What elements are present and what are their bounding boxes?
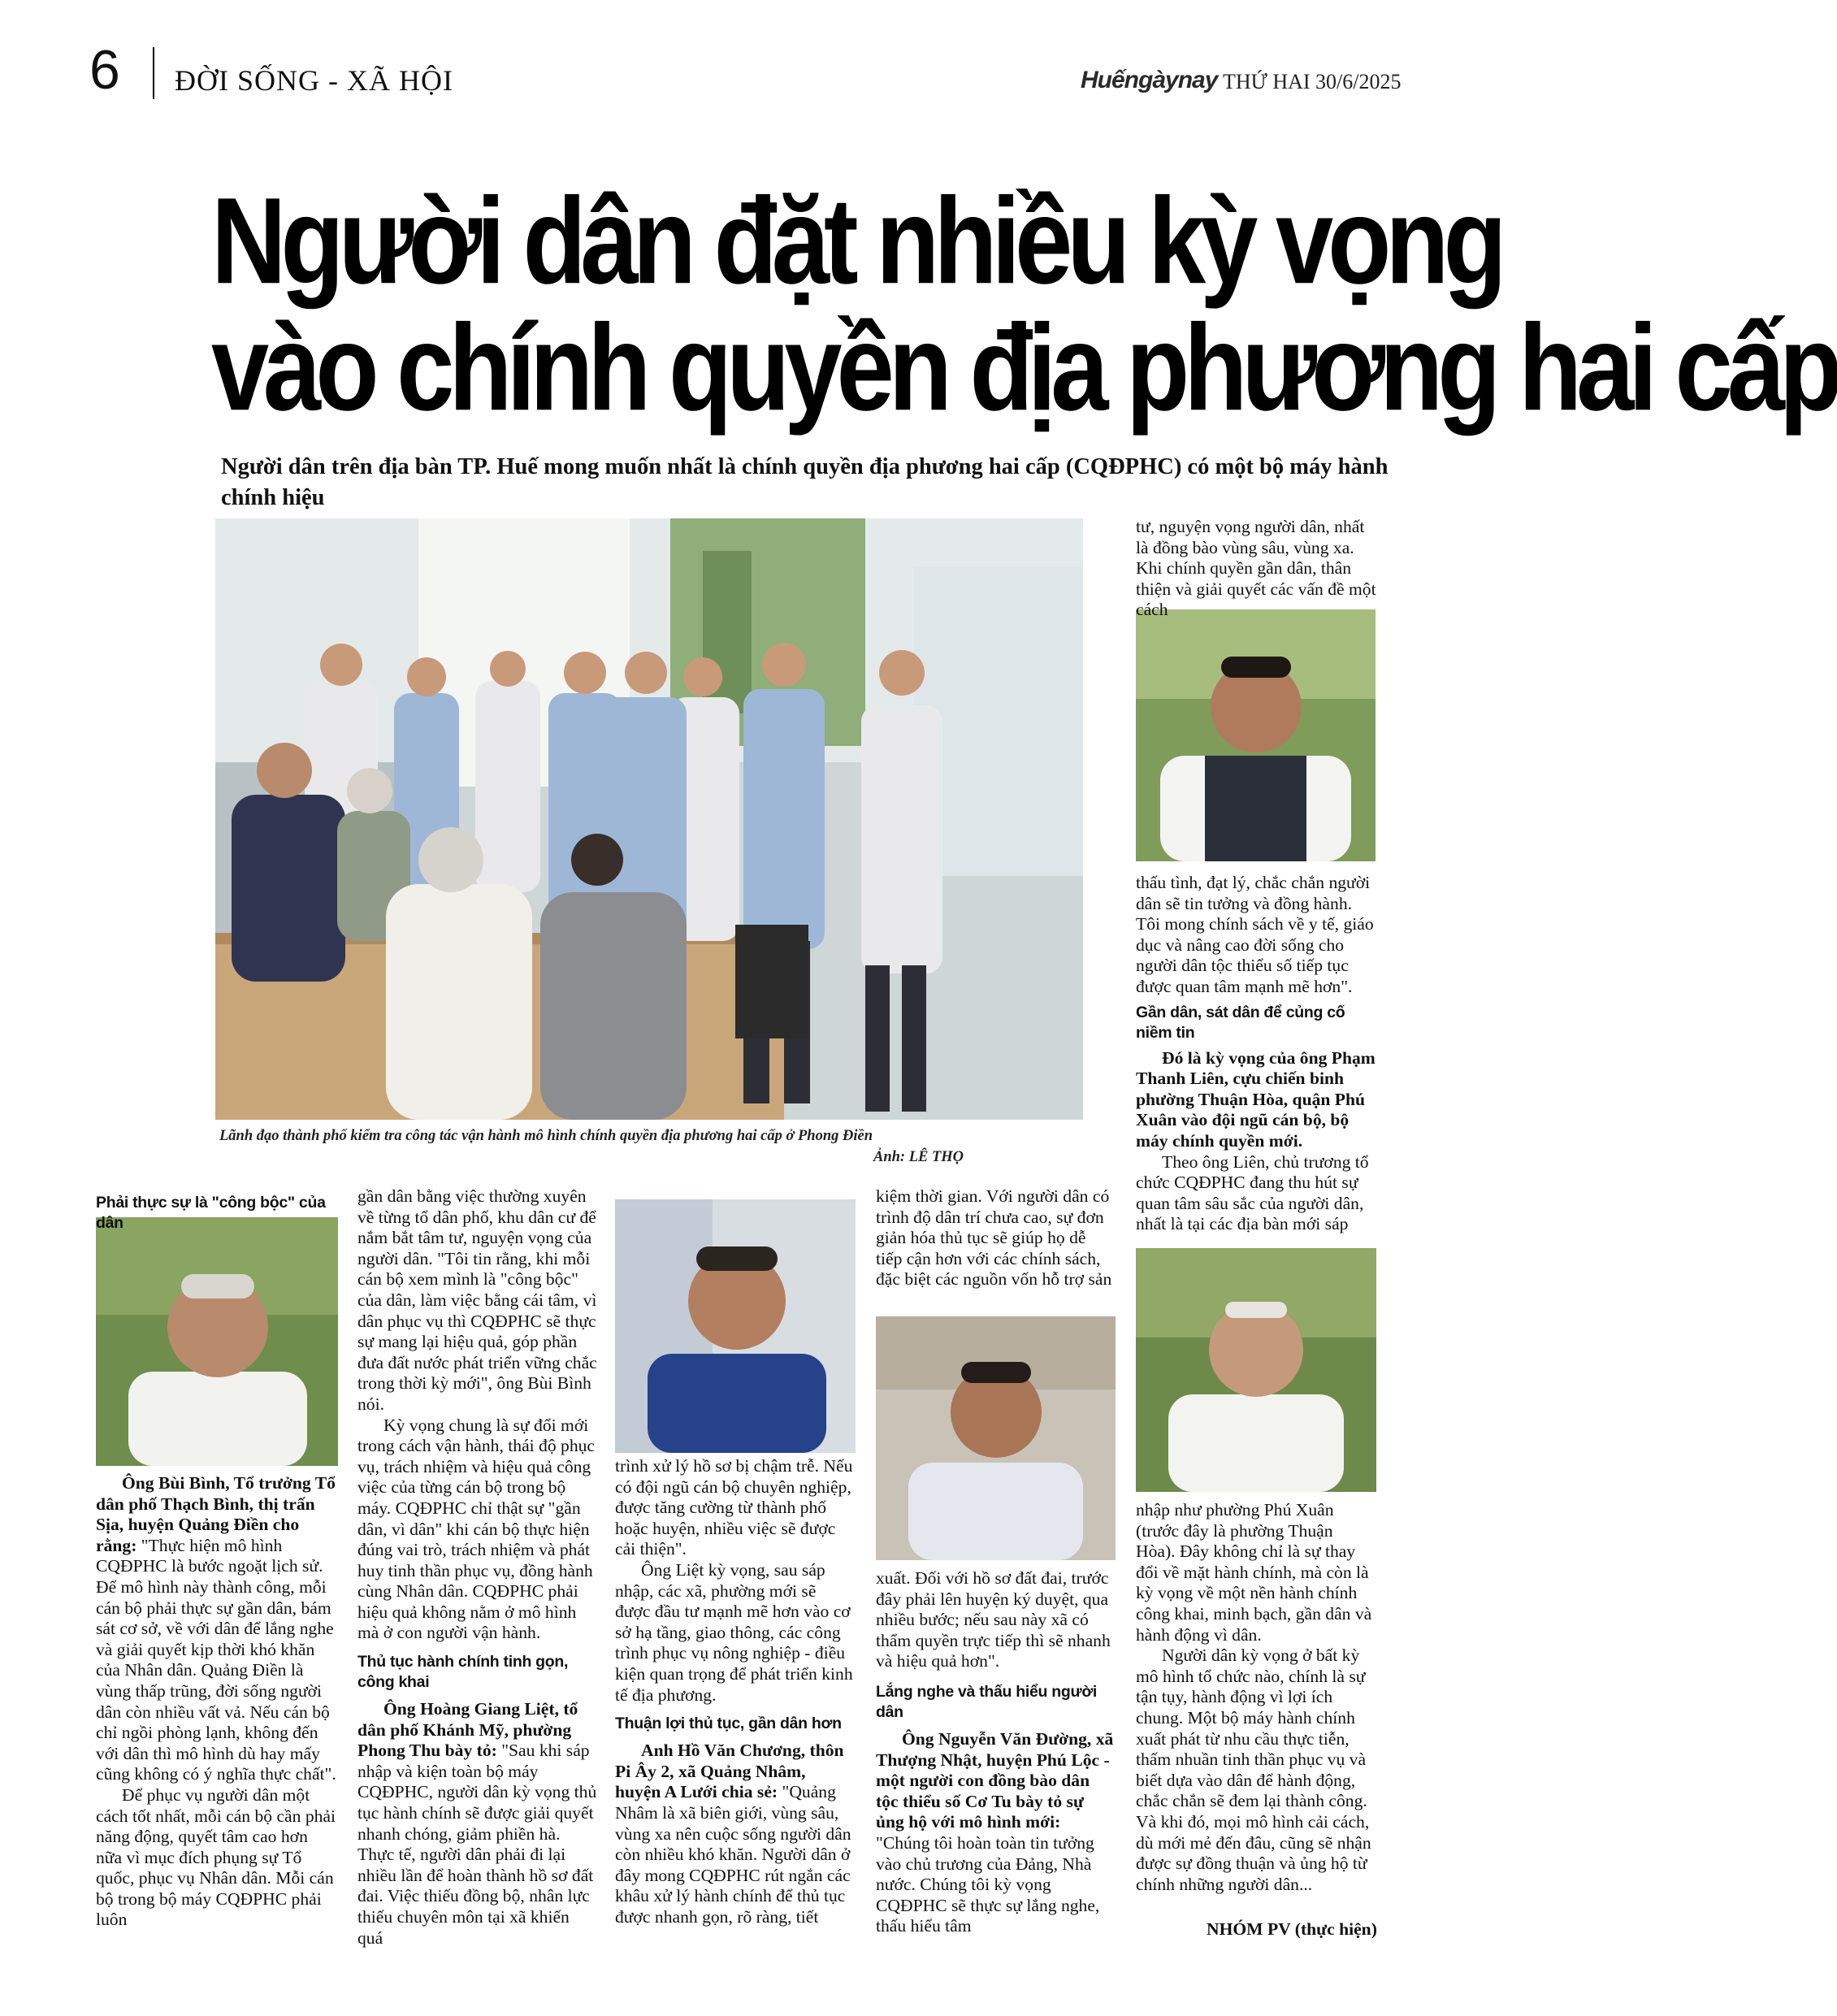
column-5-top: [1136, 517, 1376, 621]
portrait-nguyen-van-duong: [876, 1316, 1116, 1560]
subhead-gan-dan: Gần dân, sát dân để củng cố niềm tin: [1136, 1003, 1345, 1042]
col5-para-1: tư, nguyện vọng người dân, nhất là đồng bào vùng sâu, vùng xa. Khi chính quyền gần dân, thân thiện và giải quyết các vấn đề một cách: [1136, 517, 1376, 620]
masthead-logo: Huếngàynay: [1081, 67, 1218, 93]
column-2-body: [357, 1186, 598, 1949]
speaker-pham-thanh-lien: Đó là kỳ vọng của ông Phạm Thanh Liên, cựu chiến binh phường Thuận Hòa, quận Phú Xuân vào đội ngũ cán bộ, bộ máy chính quyền mới.: [1136, 1047, 1376, 1151]
header-divider: [153, 47, 154, 99]
portrait-pham-thanh-lien: [1136, 1248, 1376, 1492]
col3-para-1: trình xử lý hồ sơ bị chậm trễ. Nếu có đội ngũ cán bộ chuyên nghiệp, được tăng cường từ thành phố hoặc huyện, nhiều việc sẽ được cải thiện".: [615, 1456, 853, 1559]
col4-para-1: kiệm thời gian. Với người dân có trình độ dân trí chưa cao, sự đơn giản hóa thủ tục sẽ giúp họ dễ tiếp cận hơn với các chính sách, đặc biệt các nguồn vốn hỗ trợ sản: [876, 1186, 1112, 1290]
issue-date: THỨ HAI 30/6/2025: [1223, 70, 1402, 93]
col5-para-5: Người dân kỳ vọng ở bất kỳ mô hình tổ chức nào, chính là sự tận tụy, hành động vì lợi ích chung. Một bộ máy hành chính xuất phát từ nhu cầu thực tiễn, thấm nhuần tinh thần phục vụ và biết dựa vào dân để hành động, chắc chắn sẽ đem lại thành công. Và khi đó, mọi mô hình cải cách, dù mới mẻ đến đâu, cũng sẽ nhận được sự đồng thuận và ủng hộ từ chính những người dân...: [1136, 1645, 1371, 1894]
subhead-cong-boc: Phải thực sự là "công bộc" của dân: [96, 1194, 326, 1232]
quote-ho-van-chuong: "Quảng Nhâm là xã biên giới, vùng sâu, vùng xa nên cuộc sống người dân còn nhiều khó khăn. Người dân ở đây mong CQĐPHC rút ngắn các khâu xử lý hành chính để thủ tục được nhanh gọn, rõ ràng, tiết: [615, 1782, 851, 1927]
speaker-ho-van-chuong: Anh Hồ Văn Chương, thôn Pi Ây 2, xã Quảng Nhâm, huyện A Lưới chia sẻ:: [615, 1741, 844, 1802]
main-photo: [215, 518, 1083, 1120]
subhead-lang-nghe: Lắng nghe và thấu hiểu người dân: [876, 1682, 1098, 1721]
page-number: 6: [89, 39, 120, 101]
column-5-middle: [1136, 873, 1376, 1235]
photo-credit: Ảnh: LÊ THỌ: [873, 1149, 964, 1165]
quote-bui-binh: "Thực hiện mô hình CQĐPHC là bước ngoặt lịch sử. Để mô hình này thành công, mỗi cán bộ phải thực sự gần dân, bám sát cơ sở, về với dân để lắng nghe và giải quyết kịp thời khó khăn của Nhân dân. Quảng Điền là vùng thấp trũng, đời sống người dân còn nhiều vất vả. Nếu cán bộ chỉ ngồi phòng lạnh, không đến với dân thì mô hình dù hay mấy cũng không có ý nghĩa thực chất".: [96, 1535, 336, 1784]
portrait-ho-van-chuong: [615, 1199, 856, 1453]
lead-line-1: Người dân trên địa bàn TP. Huế mong muốn nhất là chính quyền địa phương hai cấp (CQĐPHC) có một bộ máy hành chính hiệu: [221, 454, 1389, 510]
section-title: ĐỜI SỐNG - XÃ HỘI: [175, 64, 453, 97]
headline-line-2: vào chính quyền địa phương hai cấp: [211, 299, 1837, 437]
column-5-bottom: [1136, 1500, 1376, 1895]
col5-para-2: thấu tình, đạt lý, chắc chắn người dân sẽ tin tưởng và đồng hành. Tôi mong chính sách về y tế, giáo dục và nâng cao đời sống cho người dân tộc thiểu số tiếp tục được quan tâm mạnh mẽ hơn".: [1136, 873, 1374, 996]
col2-para-1: gần dân bằng việc thường xuyên về từng tổ dân phố, khu dân cư để nắm bắt tâm tư, nguyện vọng của người dân. "Tôi tin rằng, khi mỗi cán bộ xem mình là "công bộc" của dân, làm việc bằng cái tâm, vì dân phục vụ thì CQĐPHC sẽ thực sự mang lại hiệu quả, góp phần đưa đất nước phát triển vững chắc trong thời kỳ mới", ông Bùi Bình nói.: [357, 1186, 597, 1414]
column-1-body: [96, 1473, 338, 1931]
col1-para-2: Để phục vụ người dân một cách tốt nhất, mỗi cán bộ cần phải năng động, quyết tâm cao hơn nữa vì mục đích phụng sự Tổ quốc, phục vụ Nhân dân. Mỗi cán bộ trong bộ máy CQĐPHC phải luôn: [96, 1784, 336, 1930]
col5-para-4: nhập như phường Phú Xuân (trước đây là phường Thuận Hòa). Đây không chỉ là sự thay đổi về mặt hành chính, mà còn là kỳ vọng về một nền hành chính công khai, minh bạch, gần dân và hành động vì dân.: [1136, 1500, 1372, 1645]
speaker-nguyen-van-duong: Ông Nguyễn Văn Đường, xã Thượng Nhật, huyện Phú Lộc - một người con đồng bào dân tộc thiểu số Cơ Tu bày tỏ sự ủng hộ với mô hình mới:: [876, 1728, 1114, 1832]
main-photo-caption: Lãnh đạo thành phố kiểm tra công tác vận hành mô hình chính quyền địa phương hai cấp ở Phong Điền: [219, 1128, 873, 1144]
subhead-thu-tuc: Thủ tục hành chính tinh gọn, công khai: [357, 1653, 569, 1692]
portrait-co-tu-man: [1136, 609, 1376, 861]
quote-nguyen-van-duong: "Chúng tôi hoàn toàn tin tưởng vào chủ trương của Đảng, Nhà nước. Chúng tôi kỳ vọng CQĐPHC sẽ thực sự lắng nghe, thấu hiểu tâm: [876, 1832, 1100, 1936]
speaker-hoang-giang-liet: Ông Hoàng Giang Liệt, tổ dân phố Khánh Mỹ, phường Phong Thu bày tỏ:: [357, 1699, 578, 1761]
col4-para-2: xuất. Đối với hồ sơ đất đai, trước đây phải lên huyện ký duyệt, qua nhiều bước; nếu sau này xã có thẩm quyền trực tiếp thì sẽ nhanh và hiệu quả hơn".: [876, 1568, 1111, 1671]
column-4-top: [876, 1186, 1116, 1290]
column-3-body: [615, 1456, 856, 1927]
col5-para-3: Theo ông Liên, chủ trương tổ chức CQĐPHC đang thu hút sự quan tâm sâu sắc của người dân, nhất là tại các địa bàn mới sáp: [1136, 1151, 1369, 1234]
col2-para-2: Kỳ vọng chung là sự đổi mới trong cách vận hành, thái độ phục vụ, trách nhiệm và hiệu quả công việc của từng cán bộ trong bộ máy. CQĐPHC chỉ thật sự "gần dân, vì dân" khi cán bộ thực hiện đúng vai trò, trách nhiệm và phát huy tinh thần phục vụ, đồng hành cùng Nhân dân. CQĐPHC phải hiệu quả không nằm ở mô hình mà ở con người vận hành.: [357, 1415, 596, 1643]
subhead-thuan-loi: Thuận lợi thủ tục, gần dân hơn: [615, 1715, 842, 1733]
col3-para-2: Ông Liệt kỳ vọng, sau sáp nhập, các xã, phường mới sẽ được đầu tư mạnh mẽ hơn vào cơ sở hạ tầng, giao thông, các công trình phục vụ nông nghiệp - điều kiện quan trọng để phát triển kinh tế địa phương.: [615, 1559, 853, 1705]
column-1-top: [96, 1193, 338, 1233]
portrait-bui-binh: [96, 1217, 338, 1466]
column-4-body: [876, 1568, 1116, 1937]
author-signature: NHÓM PV (thực hiện): [1207, 1919, 1377, 1939]
speaker-bui-binh: Ông Bùi Bình, Tổ trưởng Tổ dân phố Thạch Bình, thị trấn Sịa, huyện Quảng Điền cho rằng:: [96, 1473, 336, 1555]
headline-line-1: Người dân đặt nhiều kỳ vọng: [211, 172, 1501, 310]
quote-hoang-giang-liet: "Sau khi sáp nhập và kiện toàn bộ máy CQĐPHC, người dân kỳ vọng thủ tục hành chính sẽ được giải quyết nhanh chóng, giảm phiền hà. Thực tế, người dân phải đi lại nhiều lần để hoàn thành hồ sơ đất đai. Việc thiếu đồng bộ, nhân lực thiếu chuyên môn tại xã khiến quá: [357, 1741, 597, 1948]
